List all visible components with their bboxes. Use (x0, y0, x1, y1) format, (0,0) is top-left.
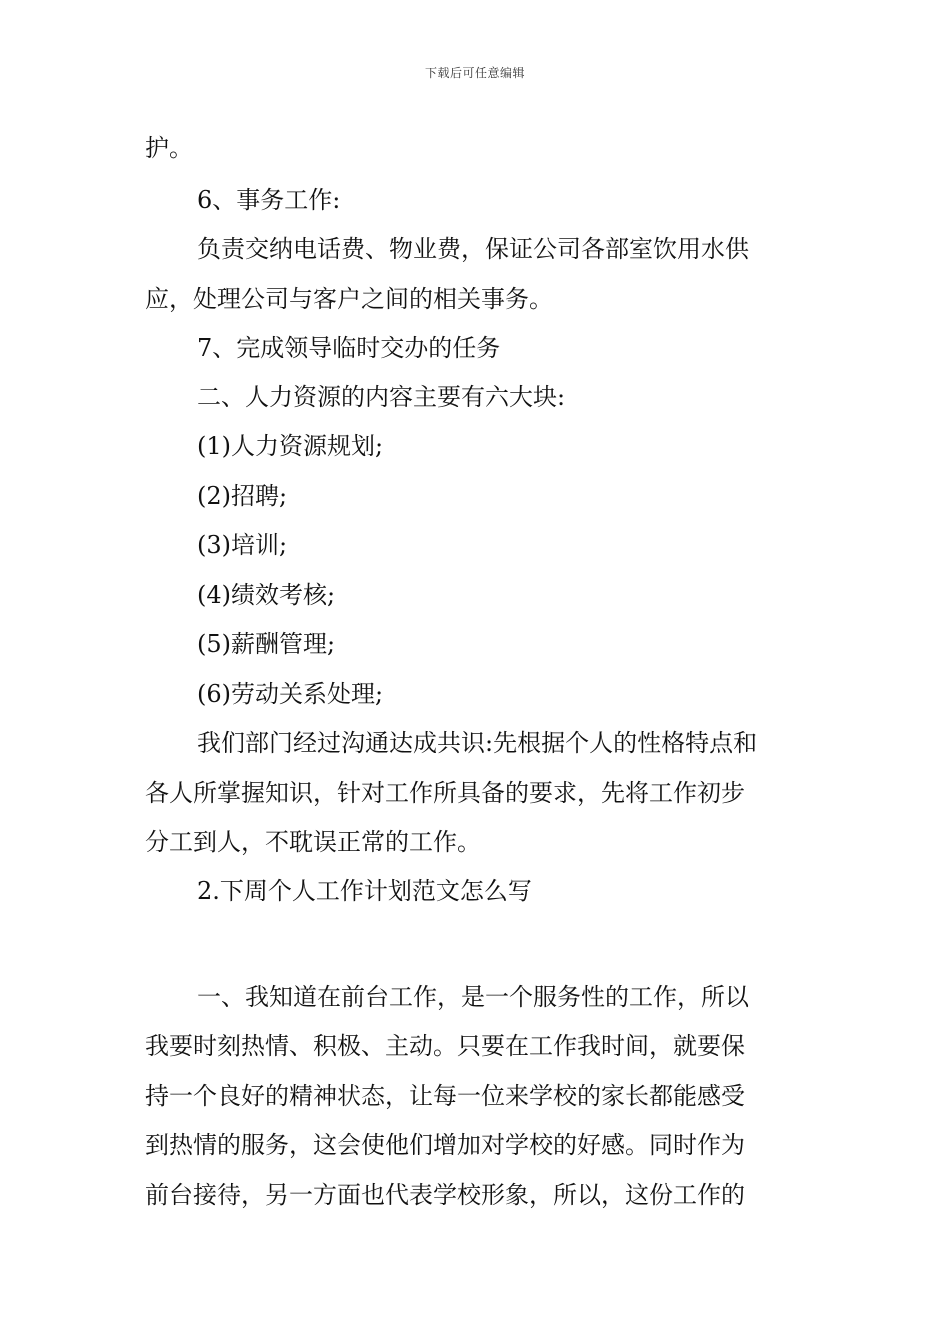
list-item: (5)薪酬管理; (197, 630, 336, 658)
list-item: (6)劳动关系处理; (197, 680, 384, 708)
paragraph-line: 分工到人，不耽误正常的工作。 (145, 828, 481, 856)
section-heading: 7、完成领导临时交办的任务 (197, 334, 501, 362)
section-title: 2.下周个人工作计划范文怎么写 (197, 877, 532, 905)
paragraph-line: 各人所掌握知识，针对工作所具备的要求，先将工作初步 (145, 779, 745, 807)
paragraph-line: 应，处理公司与客户之间的相关事务。 (145, 285, 553, 313)
paragraph-line: 我要时刻热情、积极、主动。只要在工作我时间，就要保 (145, 1032, 745, 1060)
section-heading: 二、人力资源的内容主要有六大块: (197, 383, 566, 411)
list-item: (4)绩效考核; (197, 581, 336, 609)
page-header-note: 下载后可任意编辑 (424, 66, 525, 80)
paragraph-line: 护。 (145, 134, 193, 162)
paragraph-line: 我们部门经过沟通达成共识:先根据个人的性格特点和 (197, 729, 758, 757)
paragraph-line: 前台接待，另一方面也代表学校形象，所以，这份工作的 (145, 1181, 745, 1209)
list-item: (3)培训; (197, 531, 288, 559)
paragraph-line: 持一个良好的精神状态，让每一位来学校的家长都能感受 (145, 1082, 745, 1110)
section-heading: 6、事务工作: (197, 186, 341, 214)
paragraph-line: 到热情的服务，这会使他们增加对学校的好感。同时作为 (145, 1131, 745, 1159)
paragraph-line: 负责交纳电话费、物业费，保证公司各部室饮用水供 (197, 235, 749, 263)
list-item: (2)招聘; (197, 482, 288, 510)
list-item: (1)人力资源规划; (197, 432, 384, 460)
paragraph-line: 一、我知道在前台工作，是一个服务性的工作，所以 (197, 983, 749, 1011)
